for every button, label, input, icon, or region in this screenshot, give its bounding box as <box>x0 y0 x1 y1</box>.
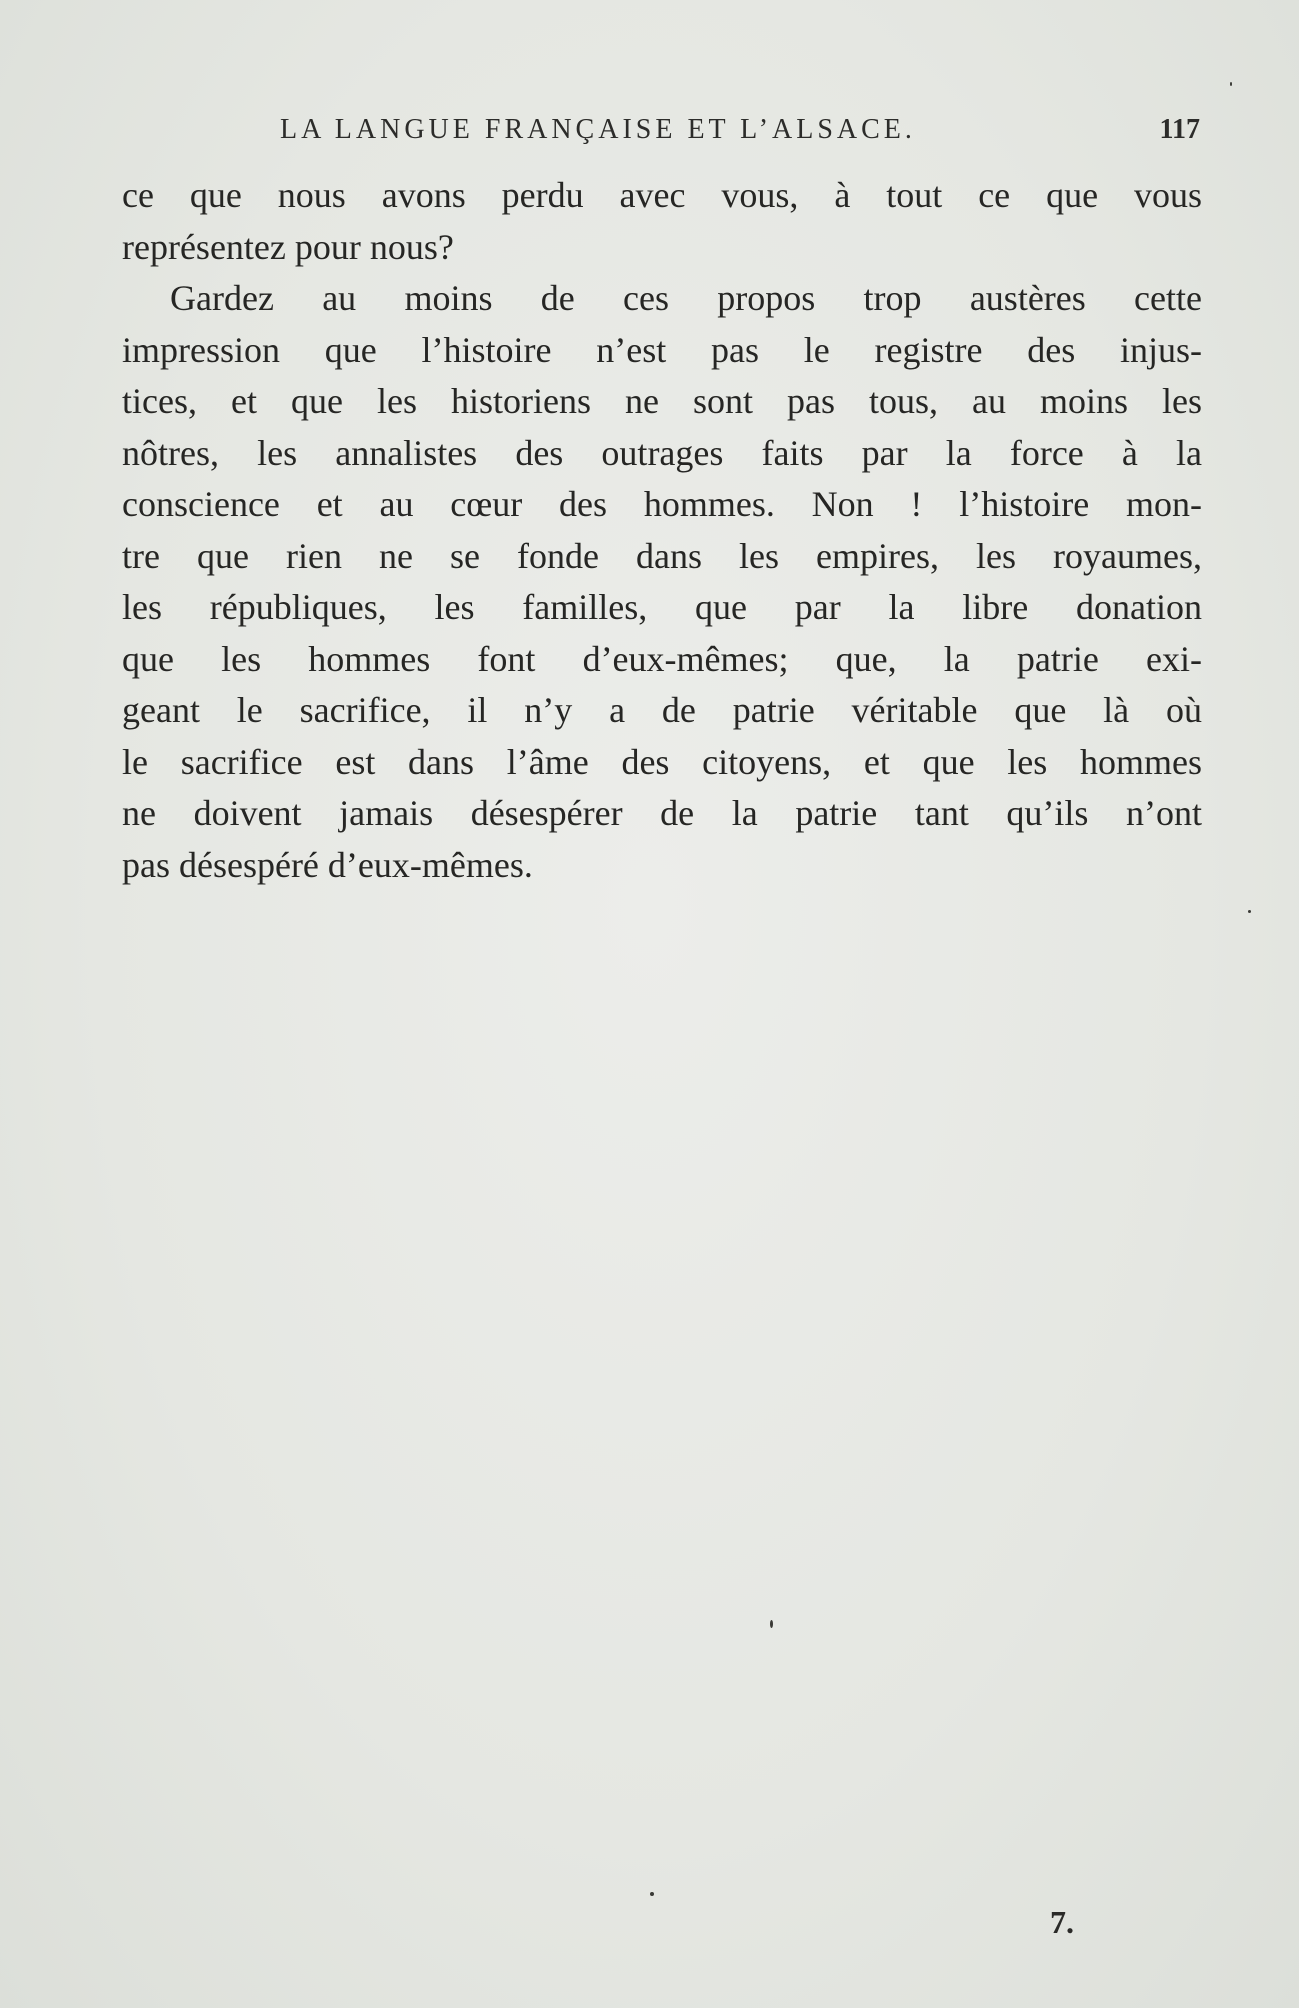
text-line: ce que nous avons perdu avec vous, à tout ce que vous <box>122 175 1202 215</box>
text-line: conscience et au cœur des hommes. Non ! l’histoire mon- <box>122 484 1202 524</box>
text-line: les républiques, les familles, que par la libre donation <box>122 587 1202 627</box>
signature-mark: 7. <box>1050 1904 1074 1940</box>
text-line: Gardez au moins de ces propos trop austères cette <box>170 278 1202 318</box>
text-line: le sacrifice est dans l’âme des citoyens, et que les hommes <box>122 741 1202 782</box>
paper-speck <box>1248 910 1251 913</box>
paper-speck <box>770 1620 773 1628</box>
running-title: LA LANGUE FRANÇAISE ET L’ALSACE. <box>280 114 916 145</box>
text-line: ne doivent jamais désespérer de la patrie tant qu’ils n’ont <box>122 793 1202 833</box>
paper-speck <box>650 1892 654 1896</box>
paper-speck <box>1230 82 1232 86</box>
body-text <box>122 170 1202 891</box>
text-line: tices, et que les historiens ne sont pas tous, au moins les <box>122 381 1202 421</box>
text-line: pas désespéré d’eux-mêmes. <box>122 844 533 885</box>
text-line: représentez pour nous? <box>122 226 454 267</box>
text-line: impression que l’histoire n’est pas le registre des injus- <box>122 329 1202 370</box>
text-line: geant le sacrifice, il n’y a de patrie véritable que là où <box>122 690 1202 730</box>
text-line: que les hommes font d’eux-mêmes; que, la patrie exi- <box>122 638 1202 679</box>
text-line: nôtres, les annalistes des outrages faits par la force à la <box>122 432 1202 473</box>
text-line: tre que rien ne se fonde dans les empires, les royaumes, <box>122 535 1202 576</box>
running-head <box>120 110 1200 150</box>
page-number: 117 <box>1159 114 1200 145</box>
